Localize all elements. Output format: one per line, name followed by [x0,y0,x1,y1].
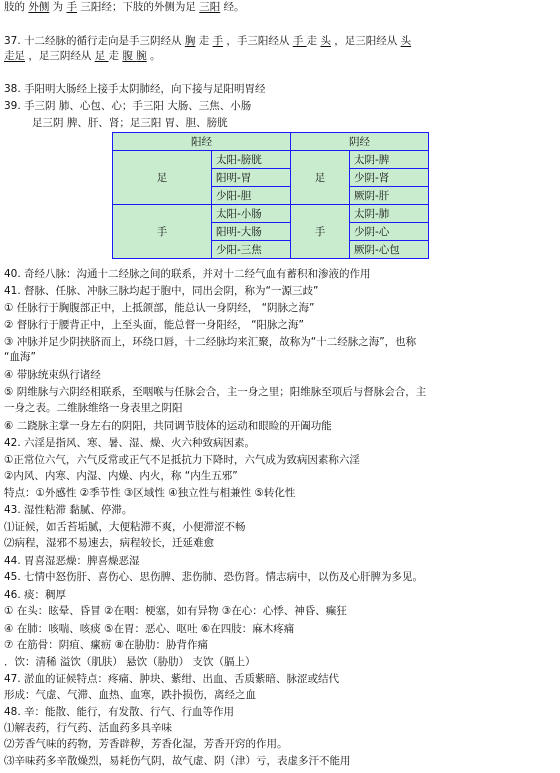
answer-blank: 手 [292,35,307,47]
note-line: ．饮：清稀 溢饮（肌肤） 悬饮（胁肋） 支饮（膈上） [4,656,256,668]
text: ，足三阳经从 [330,35,401,47]
text: 经。 [220,1,245,13]
answer-blank: 足 [94,50,109,62]
note-line: 40. 奇经八脉：沟通十二经脉之间的联系，并对十二经气血有蓄积和渗液的作用 [4,268,371,280]
note-line: ⑴解表药，行气药、活血药多具辛味 [4,722,172,734]
note-line: 42. 六淫是指风、寒、暑、湿、燥、火六种致病因素。 [4,437,256,449]
table-cell: 太阳-小肠 [212,205,291,223]
note-line: 48. 辛：能散、能行，有发散、行气、行血等作用 [4,706,235,718]
note-line: ① 在头：眩晕、昏冒 ②在咽：梗塞，如有异物 ③在心：心悸、神昏、癫狂 [4,605,347,617]
table-cell: 少阳-胆 [212,187,291,205]
text: ，手三阳经从 [223,35,293,47]
note-line: ④ 在肺：咳喘、咳痰 ⑤在胃：恶心、呕吐 ⑥在四肢：麻木疼痛 [4,623,295,635]
answer-blank: 头 [400,35,412,47]
table-cell: 阳明-大肠 [212,223,291,241]
table-cell: 阳明-胃 [212,169,291,187]
answer-blank: 胸 [184,35,196,47]
line-limb-yang [4,0,245,14]
text: 37. 十二经脉的循行走向是手三阴经从 [4,35,185,47]
note-line: 特点：①外感性 ②季节性 ③区域性 ④独立性与相兼性 ⑤转化性 [4,487,296,499]
text: 走 [108,50,123,62]
note-line: 形成：气虚、气滞、血热、血寒，跌扑损伤，离经之血 [4,689,256,701]
row-foot-label: 足 [113,151,212,205]
note-line: ⑴证候，如舌苔垢腻，大便粘滞不爽，小便滞涩不畅 [4,521,246,533]
note-line: 45. 七情中怒伤肝、喜伤心、思伤脾、悲伤肺、恐伤肾。情志病中，以伤及心肝脾为多见。 [4,571,424,583]
text: 走 [306,35,321,47]
note-line: ⑵芳香气味的药物，芳香辟秽，芳香化湿，芳香开窍的作用。 [4,738,288,750]
table-cell: 厥阴-心包 [350,241,429,259]
text: ，足三阴经从 [25,50,95,62]
note-line: ⑦ 在筋骨：阴疽、瘰疬 ⑧在胁肋：胁背作痛 [4,639,209,651]
answer-blank: 手 [66,1,78,13]
answer-blank: 腕 [136,50,147,62]
table-cell: 少阴-心 [350,223,429,241]
row-hand-label: 手 [113,205,212,259]
note-line: 46. 痰：稠厚 [4,589,67,601]
table-cell: 太阴-肺 [350,205,429,223]
header-yin: 阴经 [291,133,429,151]
line-39a: 39. 手三阴 肺、心包、心；手三阳 大肠、三焦、小肠 [4,100,252,112]
answer-blank: 走足 [4,50,25,62]
table-cell: 少阴-肾 [350,169,429,187]
text: 。 [146,50,161,62]
answer-blank: 头 [320,35,331,47]
note-line: ④ 带脉统束纵行诸经 [4,369,101,381]
line-38: 38. 手阳明大肠经上接手太阴肺经，向下接与足阳明胃经 [4,83,266,95]
text: 三阳经；下肢的外侧为足 [77,1,200,13]
note-line: ⑵病程，湿邪不易速去，病程较长，迁延难愈 [4,537,214,549]
answer-blank: 手 [212,35,224,47]
note-line: ① 任脉行于胸腹部正中，上抵颌部，能总认一身阴经， “阴脉之海” [4,302,315,314]
note-line: 47. 淤血的证候特点：疼痛、肿块、紫绀、出血、舌质紫暗、脉涩或结代 [4,673,340,685]
row-foot-label: 足 [291,151,350,205]
table-cell: 太阳-膀胱 [212,151,291,169]
table-cell: 少阳-三焦 [212,241,291,259]
note-line: ② 督脉行于腰背正中，上至头面，能总督一身阳经， “阳脉之海” [4,319,304,331]
note-line: ③ 冲脉并足少阴挟脐而上，环绕口唇，十二经脉均来汇聚，故称为“十二经脉之海”，也称 [4,336,417,348]
text: 走 [195,35,213,47]
line-39b: 足三阴 脾、肝、肾；足三阳 胃、胆、膀胱 [32,117,228,129]
note-line: ⑶辛味药多辛散燥烈，易耗伤气阴，故气虚、阴（津）亏，表虚多汗不能用 [4,755,351,767]
note-line: 43. 湿性粘滞 黏腻、停滞。 [4,504,133,516]
text: 肢的 [4,1,29,13]
answer-blank: 腹 [122,50,137,62]
answer-blank: 三阳 [199,1,221,13]
answer-blank: 外侧 [28,1,50,13]
note-line: 41. 督脉、任脉、冲脉三脉均起于胞中，同出会阴，称为“一源三歧” [4,285,319,297]
line-37-cont [4,49,161,63]
note-line: “血海” [4,351,36,363]
note-line: ①正常位六气，六气反常或正气不足抵抗力下降时，六气成为致病因素称六淫 [4,454,360,466]
header-yang: 阳经 [113,133,291,151]
table-cell: 厥阴-肝 [350,187,429,205]
line-37 [4,34,411,48]
note-line: ②内风、内寒、内湿、内燥、内火，称 “内生五邪” [4,470,238,482]
note-line: ⑤ 阴维脉与六阴经相联系，至咽喉与任脉会合，主一身之里；阳维脉至项后与督脉会合，主 [4,386,427,398]
table-cell: 太阴-脾 [350,151,429,169]
text: 为 [49,1,67,13]
meridian-table [112,132,429,259]
note-line: 一身之表。二维脉维络一身表里之阴阳 [4,402,183,414]
note-line: 44. 胃喜湿恶燥：脾喜燥恶湿 [4,555,140,567]
row-hand-label: 手 [291,205,350,259]
note-line: ⑥ 二跷脉主掌一身左右的阴阳，共同调节肢体的运动和眼睑的开阖功能 [4,420,332,432]
